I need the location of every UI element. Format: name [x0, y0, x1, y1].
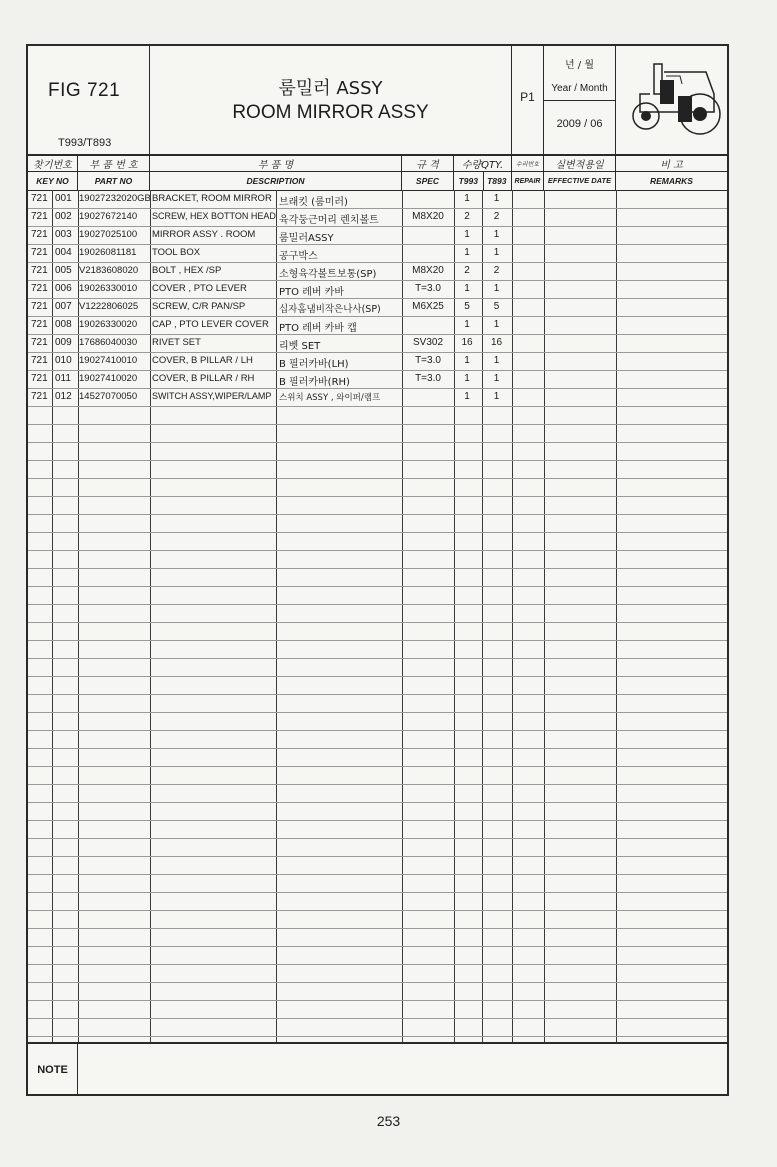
description-korean: 십자홈냄비작은나사(SP)	[279, 304, 381, 315]
col-spec-divider	[402, 171, 453, 172]
col-description-en: DESCRIPTION	[246, 176, 305, 186]
col-qty-ko: 수량QTY.	[461, 160, 504, 171]
table-row	[28, 226, 727, 244]
qty-t993: 1	[464, 355, 470, 366]
grid-line	[28, 334, 727, 335]
grid-line	[28, 604, 727, 605]
col-repair	[512, 154, 544, 190]
qty-t893: 1	[493, 193, 500, 204]
description-korean: 브래킷 (룸미러)	[279, 197, 348, 208]
col-remarks-ko: 비 고	[660, 160, 683, 171]
key-no: 721	[31, 373, 48, 384]
qty-t893: 16	[490, 337, 503, 348]
date-label-korean: 년 / 월	[564, 60, 595, 71]
key-no: 721	[31, 265, 48, 276]
qty-t993: 5	[464, 301, 470, 312]
table-row	[28, 352, 727, 370]
part-no: 19027410020	[79, 373, 138, 384]
grid-line	[28, 640, 727, 641]
description: SWITCH ASSY,WIPER/LAMP	[152, 391, 272, 401]
key-no: 721	[31, 193, 48, 204]
grid-line	[28, 802, 727, 803]
description: COVER, B PILLAR / RH	[152, 373, 255, 384]
grid-line	[28, 316, 727, 317]
grid-line	[28, 208, 727, 209]
grid-line	[28, 766, 727, 767]
qty-t993: 1	[464, 319, 470, 330]
description: CAP , PTO LEVER COVER	[152, 319, 269, 330]
key-no: 721	[31, 355, 48, 366]
grid-line	[28, 946, 727, 947]
date-cell	[544, 46, 616, 154]
table-row	[28, 298, 727, 316]
key-no: 721	[31, 319, 48, 330]
spec: T=3.0	[415, 283, 441, 294]
key-no: 721	[31, 391, 48, 402]
col-key-no-en: KEY NO	[36, 176, 69, 186]
col-remarks-en: REMARKS	[650, 176, 693, 186]
spec: M8X20	[412, 265, 444, 276]
grid-line	[28, 1018, 727, 1019]
description: SCREW, HEX BOTTON HEAD	[152, 211, 276, 221]
col-key-no	[28, 154, 78, 190]
qty-t893: 1	[493, 283, 500, 294]
col-qty	[454, 154, 512, 190]
grid-line	[28, 478, 727, 479]
image-cell	[616, 46, 727, 154]
page-label: P1	[520, 90, 535, 104]
key-sub: 004	[55, 247, 72, 258]
grid-line	[28, 1036, 727, 1037]
description: RIVET SET	[152, 337, 201, 348]
grid-line	[28, 712, 727, 713]
part-no: 19026081181	[79, 247, 137, 258]
grid-line	[28, 730, 727, 731]
col-part-no-en: PART NO	[94, 176, 133, 186]
grid-line	[28, 424, 727, 425]
qty-t993: 1	[464, 391, 470, 402]
grid-line	[28, 388, 727, 389]
grid-line	[28, 928, 727, 929]
key-sub: 001	[55, 193, 72, 204]
grid-line	[28, 748, 727, 749]
grid-line	[28, 964, 727, 965]
grid-line	[28, 568, 727, 569]
grid-line	[28, 910, 727, 911]
col-spec-en: SPEC	[415, 176, 440, 186]
spec: SV302	[412, 337, 444, 348]
grid-line	[28, 622, 727, 623]
table-row	[28, 280, 727, 298]
spec: T=3.0	[415, 355, 441, 366]
part-no: 17686040030	[79, 337, 138, 348]
col-effective-date-en: EFFECTIVE DATE	[547, 176, 612, 185]
part-no: 19026330010	[79, 283, 138, 294]
col-part-no-ko: 부 품 번 호	[89, 160, 138, 171]
grid-line	[28, 460, 727, 461]
key-no: 721	[31, 301, 48, 312]
key-sub: 010	[55, 355, 72, 366]
key-sub: 009	[55, 337, 72, 348]
key-sub: 008	[55, 319, 72, 330]
grid-line	[28, 982, 727, 983]
description-korean: 소형육각볼트보통(SP)	[279, 269, 377, 280]
table-row	[28, 208, 727, 226]
key-no: 721	[31, 229, 48, 240]
key-no: 721	[31, 337, 48, 348]
title-korean: 룸밀러 ASSY	[278, 78, 383, 99]
col-part-no	[78, 154, 150, 190]
parts-table	[28, 190, 727, 1042]
description-korean: 공구박스	[279, 251, 318, 262]
grid-line	[28, 874, 727, 875]
grid-line	[28, 532, 727, 533]
part-no: V2183608020	[79, 265, 139, 276]
date-value: 2009 / 06	[556, 118, 603, 130]
spec: T=3.0	[415, 373, 441, 384]
description-korean: PTO 레버 카바	[279, 287, 345, 298]
grid-line	[28, 370, 727, 371]
grid-line	[28, 244, 727, 245]
description-korean: 룸밀러ASSY	[279, 233, 334, 244]
part-no: V1222806025	[79, 301, 139, 312]
title-english: ROOM MIRROR ASSY	[232, 102, 429, 123]
key-sub: 005	[55, 265, 72, 276]
qty-t993: 1	[464, 193, 470, 204]
qty-t893: 1	[493, 319, 500, 330]
col-part-no-divider	[78, 171, 149, 172]
qty-t893: 1	[493, 247, 500, 258]
grid-line	[28, 406, 727, 407]
grid-line	[28, 676, 727, 677]
col-remarks-divider	[616, 171, 727, 172]
qty-t993: 1	[464, 247, 470, 258]
note-row	[28, 1042, 727, 1096]
qty-t893: 5	[493, 301, 500, 312]
note-label: NOTE	[28, 1044, 78, 1096]
key-sub: 012	[55, 391, 72, 402]
table-row	[28, 262, 727, 280]
key-sub: 011	[55, 373, 71, 384]
column-header	[28, 154, 727, 191]
col-key-no-ko: 찾기번호	[33, 160, 72, 171]
model-list: T993/T893	[58, 137, 112, 149]
qty-t893: 2	[493, 211, 500, 222]
grid-line	[28, 262, 727, 263]
grid-line	[28, 856, 727, 857]
description-korean: B 필러카바(RH)	[279, 377, 350, 388]
table-row	[28, 388, 727, 406]
description: BOLT , HEX /SP	[152, 265, 222, 276]
grid-line	[28, 298, 727, 299]
key-sub: 002	[55, 211, 72, 222]
description: TOOL BOX	[152, 247, 201, 258]
description: COVER , PTO LEVER	[152, 283, 247, 294]
col-description	[150, 154, 402, 190]
grid-line	[28, 352, 727, 353]
figure-cell	[28, 46, 150, 154]
key-sub: 007	[55, 301, 72, 312]
key-no: 721	[31, 283, 48, 294]
key-no: 721	[31, 211, 48, 222]
col-qty-t993: T993	[458, 176, 478, 186]
grid-line	[28, 694, 727, 695]
qty-t893: 1	[493, 355, 500, 366]
description: BRACKET, ROOM MIRROR	[152, 193, 272, 204]
parts-page	[26, 44, 729, 1096]
grid-line	[28, 550, 727, 551]
description-korean: 스위치 ASSY , 와이퍼/램프	[279, 393, 381, 403]
col-description-divider	[150, 171, 401, 172]
grid-line	[28, 442, 727, 443]
description-korean: B 필러카바(LH)	[279, 359, 349, 370]
page-number: 253	[376, 1113, 401, 1129]
col-repair-en: REPAIR	[514, 178, 541, 185]
qty-t893: 2	[493, 265, 500, 276]
qty-t993: 2	[464, 211, 470, 222]
table-row	[28, 190, 727, 208]
col-repair-divider	[512, 171, 543, 172]
grid-line	[28, 784, 727, 785]
col-qty-t893: T893	[487, 176, 507, 186]
col-remarks	[616, 154, 727, 190]
table-row	[28, 244, 727, 262]
qty-t993: 2	[464, 265, 470, 276]
col-repair-ko: 수리번호	[515, 161, 540, 168]
part-no: 19027410010	[79, 355, 138, 366]
spec: M6X25	[412, 301, 444, 312]
qty-t893: 1	[493, 391, 500, 402]
col-effective-date-divider	[544, 171, 615, 172]
qty-t993: 16	[461, 337, 473, 348]
figure-label: FIG 721	[48, 80, 121, 101]
table-row	[28, 316, 727, 334]
description: MIRROR ASSY . ROOM	[152, 229, 256, 240]
col-effective-date-ko: 실변적용일	[555, 160, 604, 171]
key-sub: 003	[55, 229, 72, 240]
grid-line	[28, 226, 727, 227]
col-description-ko: 부 품 명	[257, 160, 294, 171]
key-no: 721	[31, 247, 48, 258]
grid-line	[28, 496, 727, 497]
col-key-no-divider	[28, 171, 77, 172]
description: SCREW, C/R PAN/SP	[152, 301, 246, 312]
date-divider	[544, 100, 615, 101]
qty-t993: 1	[464, 229, 470, 240]
col-effective-date	[544, 154, 616, 190]
header	[28, 46, 727, 156]
grid-line	[28, 1000, 727, 1001]
qty-t993: 1	[464, 283, 470, 294]
title-cell	[150, 46, 512, 154]
part-no: 14527070050	[79, 391, 138, 402]
description-korean: 리벳 SET	[279, 341, 321, 352]
grid-line	[28, 838, 727, 839]
spec: M8X20	[412, 211, 444, 222]
description-korean: PTO 레버 카바 캡	[279, 323, 357, 334]
part-no: 19027672140	[79, 211, 138, 222]
qty-t893: 1	[493, 373, 500, 384]
part-no: 19027025100	[79, 229, 138, 240]
grid-line	[28, 892, 727, 893]
col-spec-ko: 규 격	[416, 160, 439, 171]
part-no: 19026330020	[79, 319, 138, 330]
qty-t893: 1	[493, 229, 500, 240]
table-row	[28, 334, 727, 352]
date-label-english: Year / Month	[551, 83, 608, 94]
part-no: 19027232020GB	[79, 193, 151, 204]
table-row	[28, 370, 727, 388]
col-spec	[402, 154, 454, 190]
grid-line	[28, 586, 727, 587]
page-cell	[512, 46, 544, 154]
qty-t993: 1	[464, 373, 470, 384]
grid-line	[28, 514, 727, 515]
grid-line	[28, 280, 727, 281]
grid-line	[28, 820, 727, 821]
tractor-icon	[620, 50, 724, 150]
key-sub: 006	[55, 283, 72, 294]
description-korean: 육각둥근머리 렌치볼트	[279, 215, 379, 226]
grid-line	[28, 658, 727, 659]
description: COVER, B PILLAR / LH	[152, 355, 253, 366]
